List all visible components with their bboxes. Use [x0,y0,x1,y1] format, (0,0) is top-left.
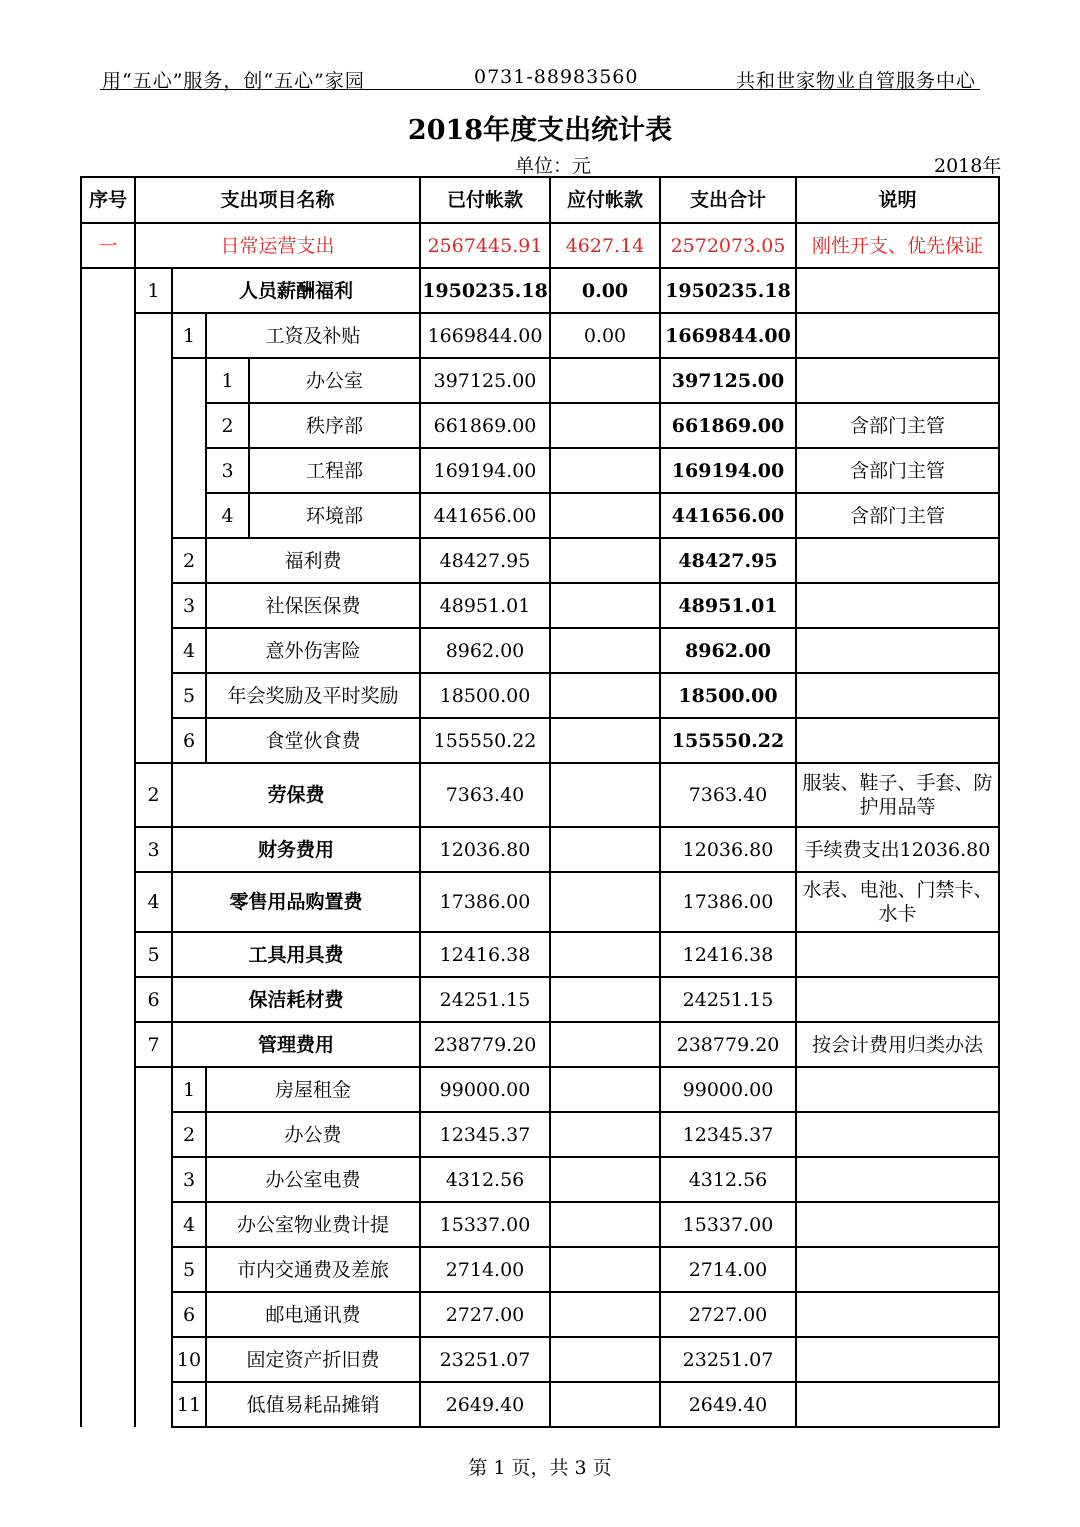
table-header-row [81,177,999,223]
row-no: 6 [172,1292,206,1337]
row-note [796,1157,999,1202]
row-note [796,1247,999,1292]
row-no: 1 [206,358,249,403]
row-total: 12416.38 [660,932,796,977]
row-note [796,538,999,583]
row-no: 3 [172,583,206,628]
col-header-payable: 应付帐款 [550,177,660,223]
expense-table [80,176,1000,1428]
row-name: 邮电通讯费 [206,1292,420,1337]
row-note: 含部门主管 [796,493,999,538]
table-row [81,493,999,538]
section-indent [81,268,135,1427]
row-paid: 238779.20 [420,1022,550,1067]
row-total: 1950235.18 [660,268,796,313]
section-paid: 2567445.91 [420,223,550,268]
group-indent [135,1067,172,1427]
table-row [81,538,999,583]
row-total: 8962.00 [660,628,796,673]
row-paid: 2727.00 [420,1292,550,1337]
table-row [81,1337,999,1382]
page-title: 2018年度支出统计表 [407,115,673,146]
row-paid: 7363.40 [420,763,550,827]
row-paid: 2649.40 [420,1382,550,1427]
row-note [796,1202,999,1247]
table-row [81,763,999,827]
row-note [796,583,999,628]
row-note [796,1067,999,1112]
row-note [796,1337,999,1382]
row-note [796,1292,999,1337]
row-payable [550,932,660,977]
row-paid: 169194.00 [420,448,550,493]
table-row [81,1157,999,1202]
row-total: 397125.00 [660,358,796,403]
unit-label: 单位：元 [515,155,592,177]
row-note [796,628,999,673]
row-payable [550,673,660,718]
row-no: 6 [172,718,206,763]
row-no: 11 [172,1382,206,1427]
row-paid: 48427.95 [420,538,550,583]
row-no: 3 [206,448,249,493]
table-row [81,1022,999,1067]
row-paid: 1669844.00 [420,313,550,358]
col-header-total: 支出合计 [660,177,796,223]
col-header-paid: 已付帐款 [420,177,550,223]
table-row [81,1067,999,1112]
row-note [796,313,999,358]
row-name: 固定资产折旧费 [206,1337,420,1382]
table-row [81,628,999,673]
table-row [81,1382,999,1427]
row-total: 1669844.00 [660,313,796,358]
row-total: 24251.15 [660,977,796,1022]
row-name: 年会奖励及平时奖励 [206,673,420,718]
row-payable [550,493,660,538]
row-note [796,358,999,403]
row-total: 2714.00 [660,1247,796,1292]
row-no: 2 [206,403,249,448]
row-no: 4 [172,628,206,673]
col-header-name: 支出项目名称 [135,177,420,223]
row-paid: 99000.00 [420,1067,550,1112]
table-row [81,1202,999,1247]
row-no: 3 [172,1157,206,1202]
table-row [81,1112,999,1157]
row-total: 48427.95 [660,538,796,583]
row-note: 水表、电池、门禁卡、水卡 [796,872,999,932]
table-row [81,313,999,358]
row-name: 工程部 [249,448,420,493]
section-note: 刚性开支、优先保证 [796,223,999,268]
row-no: 5 [172,1247,206,1292]
row-paid: 48951.01 [420,583,550,628]
row-name: 劳保费 [172,763,420,827]
row-no: 1 [172,313,206,358]
row-paid: 8962.00 [420,628,550,673]
row-name: 福利费 [206,538,420,583]
row-name: 保洁耗材费 [172,977,420,1022]
col-header-no: 序号 [81,177,135,223]
header-slogan: 用“五心”服务，创“五心”家园 [102,70,365,92]
row-total: 4312.56 [660,1157,796,1202]
page-footer: 第 1 页，共 3 页 [468,1457,612,1479]
row-paid: 23251.07 [420,1337,550,1382]
section-payable: 4627.14 [550,223,660,268]
row-total: 18500.00 [660,673,796,718]
row-payable [550,718,660,763]
row-paid: 12036.80 [420,827,550,872]
row-payable: 0.00 [550,313,660,358]
row-total: 23251.07 [660,1337,796,1382]
table-row [81,872,999,932]
row-total: 15337.00 [660,1202,796,1247]
row-note: 手续费支出12036.80 [796,827,999,872]
table-row [81,268,999,313]
row-name: 市内交通费及差旅 [206,1247,420,1292]
row-paid: 155550.22 [420,718,550,763]
row-payable [550,1337,660,1382]
table-row [81,1247,999,1292]
row-name: 办公室物业费计提 [206,1202,420,1247]
row-total: 48951.01 [660,583,796,628]
row-paid: 2714.00 [420,1247,550,1292]
row-no: 4 [172,1202,206,1247]
row-name: 食堂伙食费 [206,718,420,763]
row-note [796,1112,999,1157]
row-payable [550,448,660,493]
row-payable [550,1382,660,1427]
row-payable [550,1022,660,1067]
row-note: 服装、鞋子、手套、防护用品等 [796,763,999,827]
row-no: 10 [172,1337,206,1382]
row-payable [550,538,660,583]
row-note [796,1382,999,1427]
row-total: 155550.22 [660,718,796,763]
row-name: 秩序部 [249,403,420,448]
subgroup-indent [172,358,206,538]
table-row [81,977,999,1022]
row-name: 房屋租金 [206,1067,420,1112]
row-payable [550,1247,660,1292]
row-paid: 12416.38 [420,932,550,977]
row-total: 12036.80 [660,827,796,872]
row-name: 办公费 [206,1112,420,1157]
row-no: 1 [135,268,172,313]
row-note [796,673,999,718]
header-underline [100,89,980,90]
table-row [81,358,999,403]
row-total: 661869.00 [660,403,796,448]
row-paid: 1950235.18 [420,268,550,313]
row-payable [550,1157,660,1202]
row-name: 环境部 [249,493,420,538]
row-payable [550,1112,660,1157]
header-org: 共和世家物业自管服务中心 [736,70,977,92]
row-total: 99000.00 [660,1067,796,1112]
row-note [796,718,999,763]
table-row [81,223,999,268]
row-total: 12345.37 [660,1112,796,1157]
row-payable [550,763,660,827]
row-note [796,268,999,313]
row-total: 169194.00 [660,448,796,493]
row-total: 17386.00 [660,872,796,932]
table-row [81,718,999,763]
header-phone: 0731-88983560 [474,66,639,88]
row-no: 7 [135,1022,172,1067]
row-no: 4 [206,493,249,538]
row-paid: 15337.00 [420,1202,550,1247]
table-row [81,403,999,448]
row-note: 按会计费用归类办法 [796,1022,999,1067]
row-paid: 661869.00 [420,403,550,448]
row-no: 5 [172,673,206,718]
row-no: 6 [135,977,172,1022]
row-no: 4 [135,872,172,932]
row-no: 2 [172,538,206,583]
table-row [81,448,999,493]
row-name: 零售用品购置费 [172,872,420,932]
section-name: 日常运营支出 [135,223,420,268]
row-payable [550,1292,660,1337]
group-indent [135,313,172,763]
row-payable [550,977,660,1022]
row-payable [550,628,660,673]
row-name: 低值易耗品摊销 [206,1382,420,1427]
row-total: 2649.40 [660,1382,796,1427]
table-row [81,583,999,628]
row-total: 441656.00 [660,493,796,538]
table-row [81,673,999,718]
row-name: 办公室电费 [206,1157,420,1202]
row-paid: 397125.00 [420,358,550,403]
table-row [81,1292,999,1337]
row-name: 办公室 [249,358,420,403]
row-name: 财务费用 [172,827,420,872]
row-paid: 18500.00 [420,673,550,718]
col-header-note: 说明 [796,177,999,223]
row-payable [550,358,660,403]
row-total: 7363.40 [660,763,796,827]
row-note [796,977,999,1022]
row-paid: 4312.56 [420,1157,550,1202]
row-paid: 24251.15 [420,977,550,1022]
row-paid: 17386.00 [420,872,550,932]
row-payable [550,583,660,628]
row-total: 238779.20 [660,1022,796,1067]
row-no: 2 [172,1112,206,1157]
row-name: 意外伤害险 [206,628,420,673]
year-label: 2018年 [934,155,1002,177]
table-row [81,932,999,977]
row-name: 管理费用 [172,1022,420,1067]
row-total: 2727.00 [660,1292,796,1337]
row-paid: 441656.00 [420,493,550,538]
row-no: 3 [135,827,172,872]
row-name: 人员薪酬福利 [172,268,420,313]
row-no: 1 [172,1067,206,1112]
row-paid: 12345.37 [420,1112,550,1157]
row-name: 工资及补贴 [206,313,420,358]
row-payable [550,1202,660,1247]
section-total: 2572073.05 [660,223,796,268]
row-payable: 0.00 [550,268,660,313]
row-name: 工具用具费 [172,932,420,977]
row-name: 社保医保费 [206,583,420,628]
row-note: 含部门主管 [796,448,999,493]
row-note: 含部门主管 [796,403,999,448]
row-payable [550,827,660,872]
row-no: 5 [135,932,172,977]
row-note [796,932,999,977]
row-payable [550,403,660,448]
row-no: 2 [135,763,172,827]
row-payable [550,872,660,932]
section-no: 一 [81,223,135,268]
row-payable [550,1067,660,1112]
table-row [81,827,999,872]
